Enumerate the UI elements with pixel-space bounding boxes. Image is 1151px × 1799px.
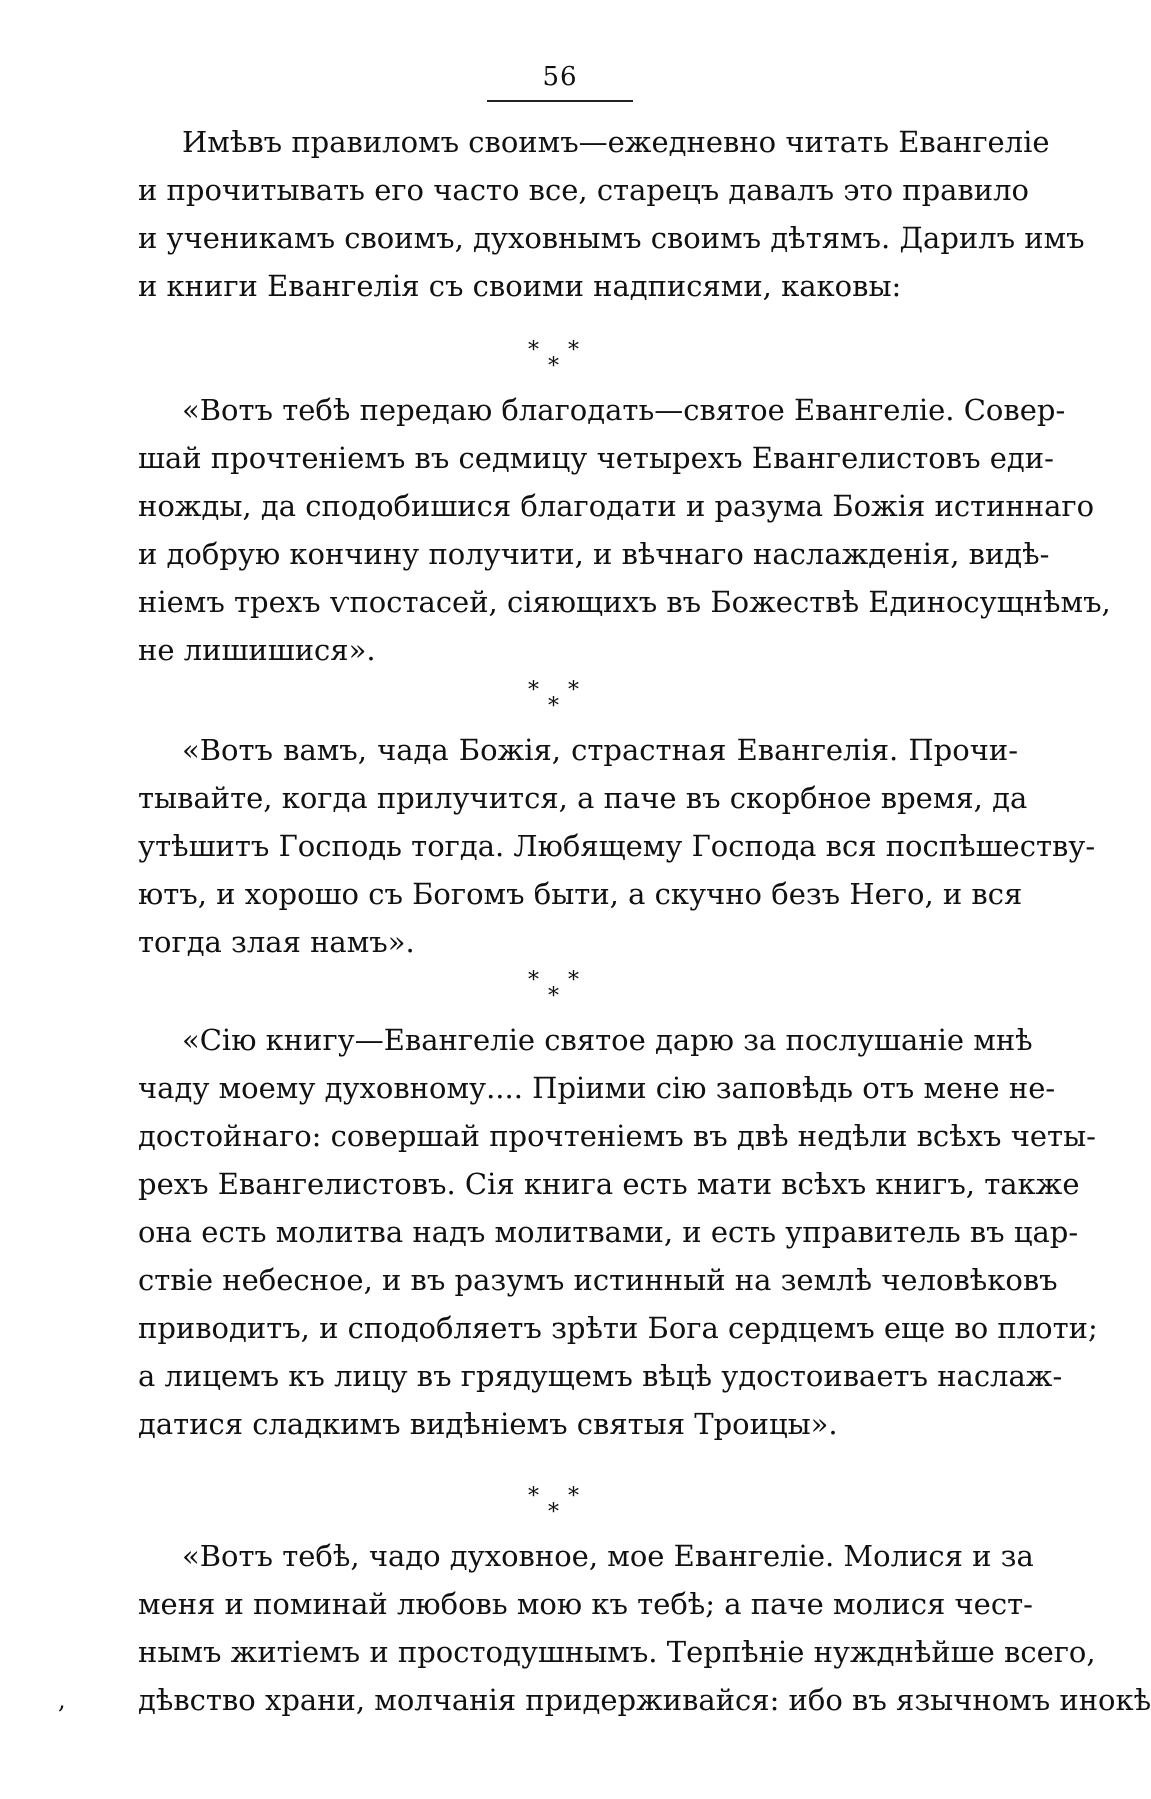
text-line: рехъ Евангелистовъ. Сія книга есть мати всѣхъ книгъ, также — [138, 1167, 1080, 1201]
asterisk-glyph: * — [568, 1484, 579, 1509]
asterisk-glyph: * — [548, 354, 559, 379]
text-line: тывайте, когда прилучится, а паче въ скорбное время, да — [138, 781, 1028, 815]
asterism-divider — [528, 340, 588, 380]
text-line: достойнаго: совершай прочтеніемъ въ двѣ недѣли всѣхъ четы- — [138, 1119, 1096, 1153]
text-line: «Вотъ вамъ, чада Божія, страстная Евангелія. Прочи- — [182, 733, 1018, 767]
text-line: и книги Евангелія съ своими надписями, каковы: — [138, 269, 902, 303]
text-line: и прочитывать его часто все, старецъ давалъ это правило — [138, 173, 1029, 207]
text-line: она есть молитва надъ молитвами, и есть управитель въ цар- — [138, 1215, 1079, 1249]
text-line: ножды, да сподобишися благодати и разума Божія истиннаго — [138, 489, 1095, 523]
asterisk-glyph: * — [528, 338, 539, 363]
asterism-divider — [528, 1486, 588, 1526]
page-number: 56 — [542, 62, 578, 92]
margin-mark: , — [58, 1686, 66, 1714]
text-line: ютъ, и хорошо съ Богомъ быти, а скучно безъ Него, и вся — [138, 877, 1023, 911]
text-line: Имѣвъ правиломъ своимъ—ежедневно читать Евангеліе — [182, 125, 1050, 159]
asterisk-glyph: * — [568, 338, 579, 363]
text-line: и ученикамъ своимъ, духовнымъ своимъ дѣтямъ. Дарилъ имъ — [138, 221, 1085, 255]
paragraph-3 — [138, 726, 1096, 966]
text-line: а лицемъ къ лицу въ грядущемъ вѣцѣ удостоиваетъ наслаж- — [138, 1359, 1063, 1393]
asterisk-glyph: * — [548, 1500, 559, 1525]
paragraph-1 — [138, 118, 1085, 310]
paragraph-2 — [138, 386, 1111, 674]
paragraph-5 — [138, 1532, 1151, 1724]
text-line: не лишишися». — [138, 633, 376, 667]
text-line: утѣшитъ Господь тогда. Любящему Господа вся поспѣшеству- — [138, 829, 1096, 863]
text-line: и добрую кончину получити, и вѣчнаго наслажденія, видѣ- — [138, 537, 1050, 571]
text-line: приводитъ, и сподобляетъ зрѣти Бога сердцемъ еще во плоти; — [138, 1311, 1098, 1345]
text-line: «Вотъ тебѣ передаю благодать—святое Евангеліе. Совер- — [182, 393, 1066, 427]
asterisk-glyph: * — [548, 694, 559, 719]
asterisk-glyph: * — [568, 678, 579, 703]
text-line: тогда злая намъ». — [138, 925, 415, 959]
text-line: ніемъ трехъ ѵпостасей, сіяющихъ въ Божествѣ Единосущнѣмъ, — [138, 585, 1111, 619]
asterisk-glyph: * — [528, 1484, 539, 1509]
asterisk-glyph: * — [548, 984, 559, 1009]
asterisk-glyph: * — [568, 968, 579, 993]
text-line: шай прочтеніемъ въ седмицу четырехъ Евангелистовъ еди- — [138, 441, 1054, 475]
text-line: датися сладкимъ видѣніемъ святыя Троицы». — [138, 1407, 838, 1441]
text-line: ствіе небесное, и въ разумъ истинный на землѣ человѣковъ — [138, 1263, 1058, 1297]
page-number-rule — [487, 100, 633, 102]
text-line: меня и поминай любовь мою къ тебѣ; а паче молися чест- — [138, 1587, 1033, 1621]
asterism-divider — [528, 680, 588, 720]
text-line: «Сію книгу—Евангеліе святое дарю за послушаніе мнѣ — [182, 1023, 1033, 1057]
text-line: нымъ житіемъ и простодушнымъ. Терпѣніе нужднѣйше всего, — [138, 1635, 1096, 1669]
asterisk-glyph: * — [528, 678, 539, 703]
asterisk-glyph: * — [528, 968, 539, 993]
text-line: чаду моему духовному.... Пріими сію заповѣдь отъ мене не- — [138, 1071, 1056, 1105]
asterism-divider — [528, 970, 588, 1010]
text-line: дѣвство храни, молчанія придерживайся: ибо въ язычномъ инокѣ — [138, 1683, 1151, 1717]
paragraph-4 — [138, 1016, 1098, 1448]
text-line: «Вотъ тебѣ, чадо духовное, мое Евангеліе. Молися и за — [182, 1539, 1034, 1573]
